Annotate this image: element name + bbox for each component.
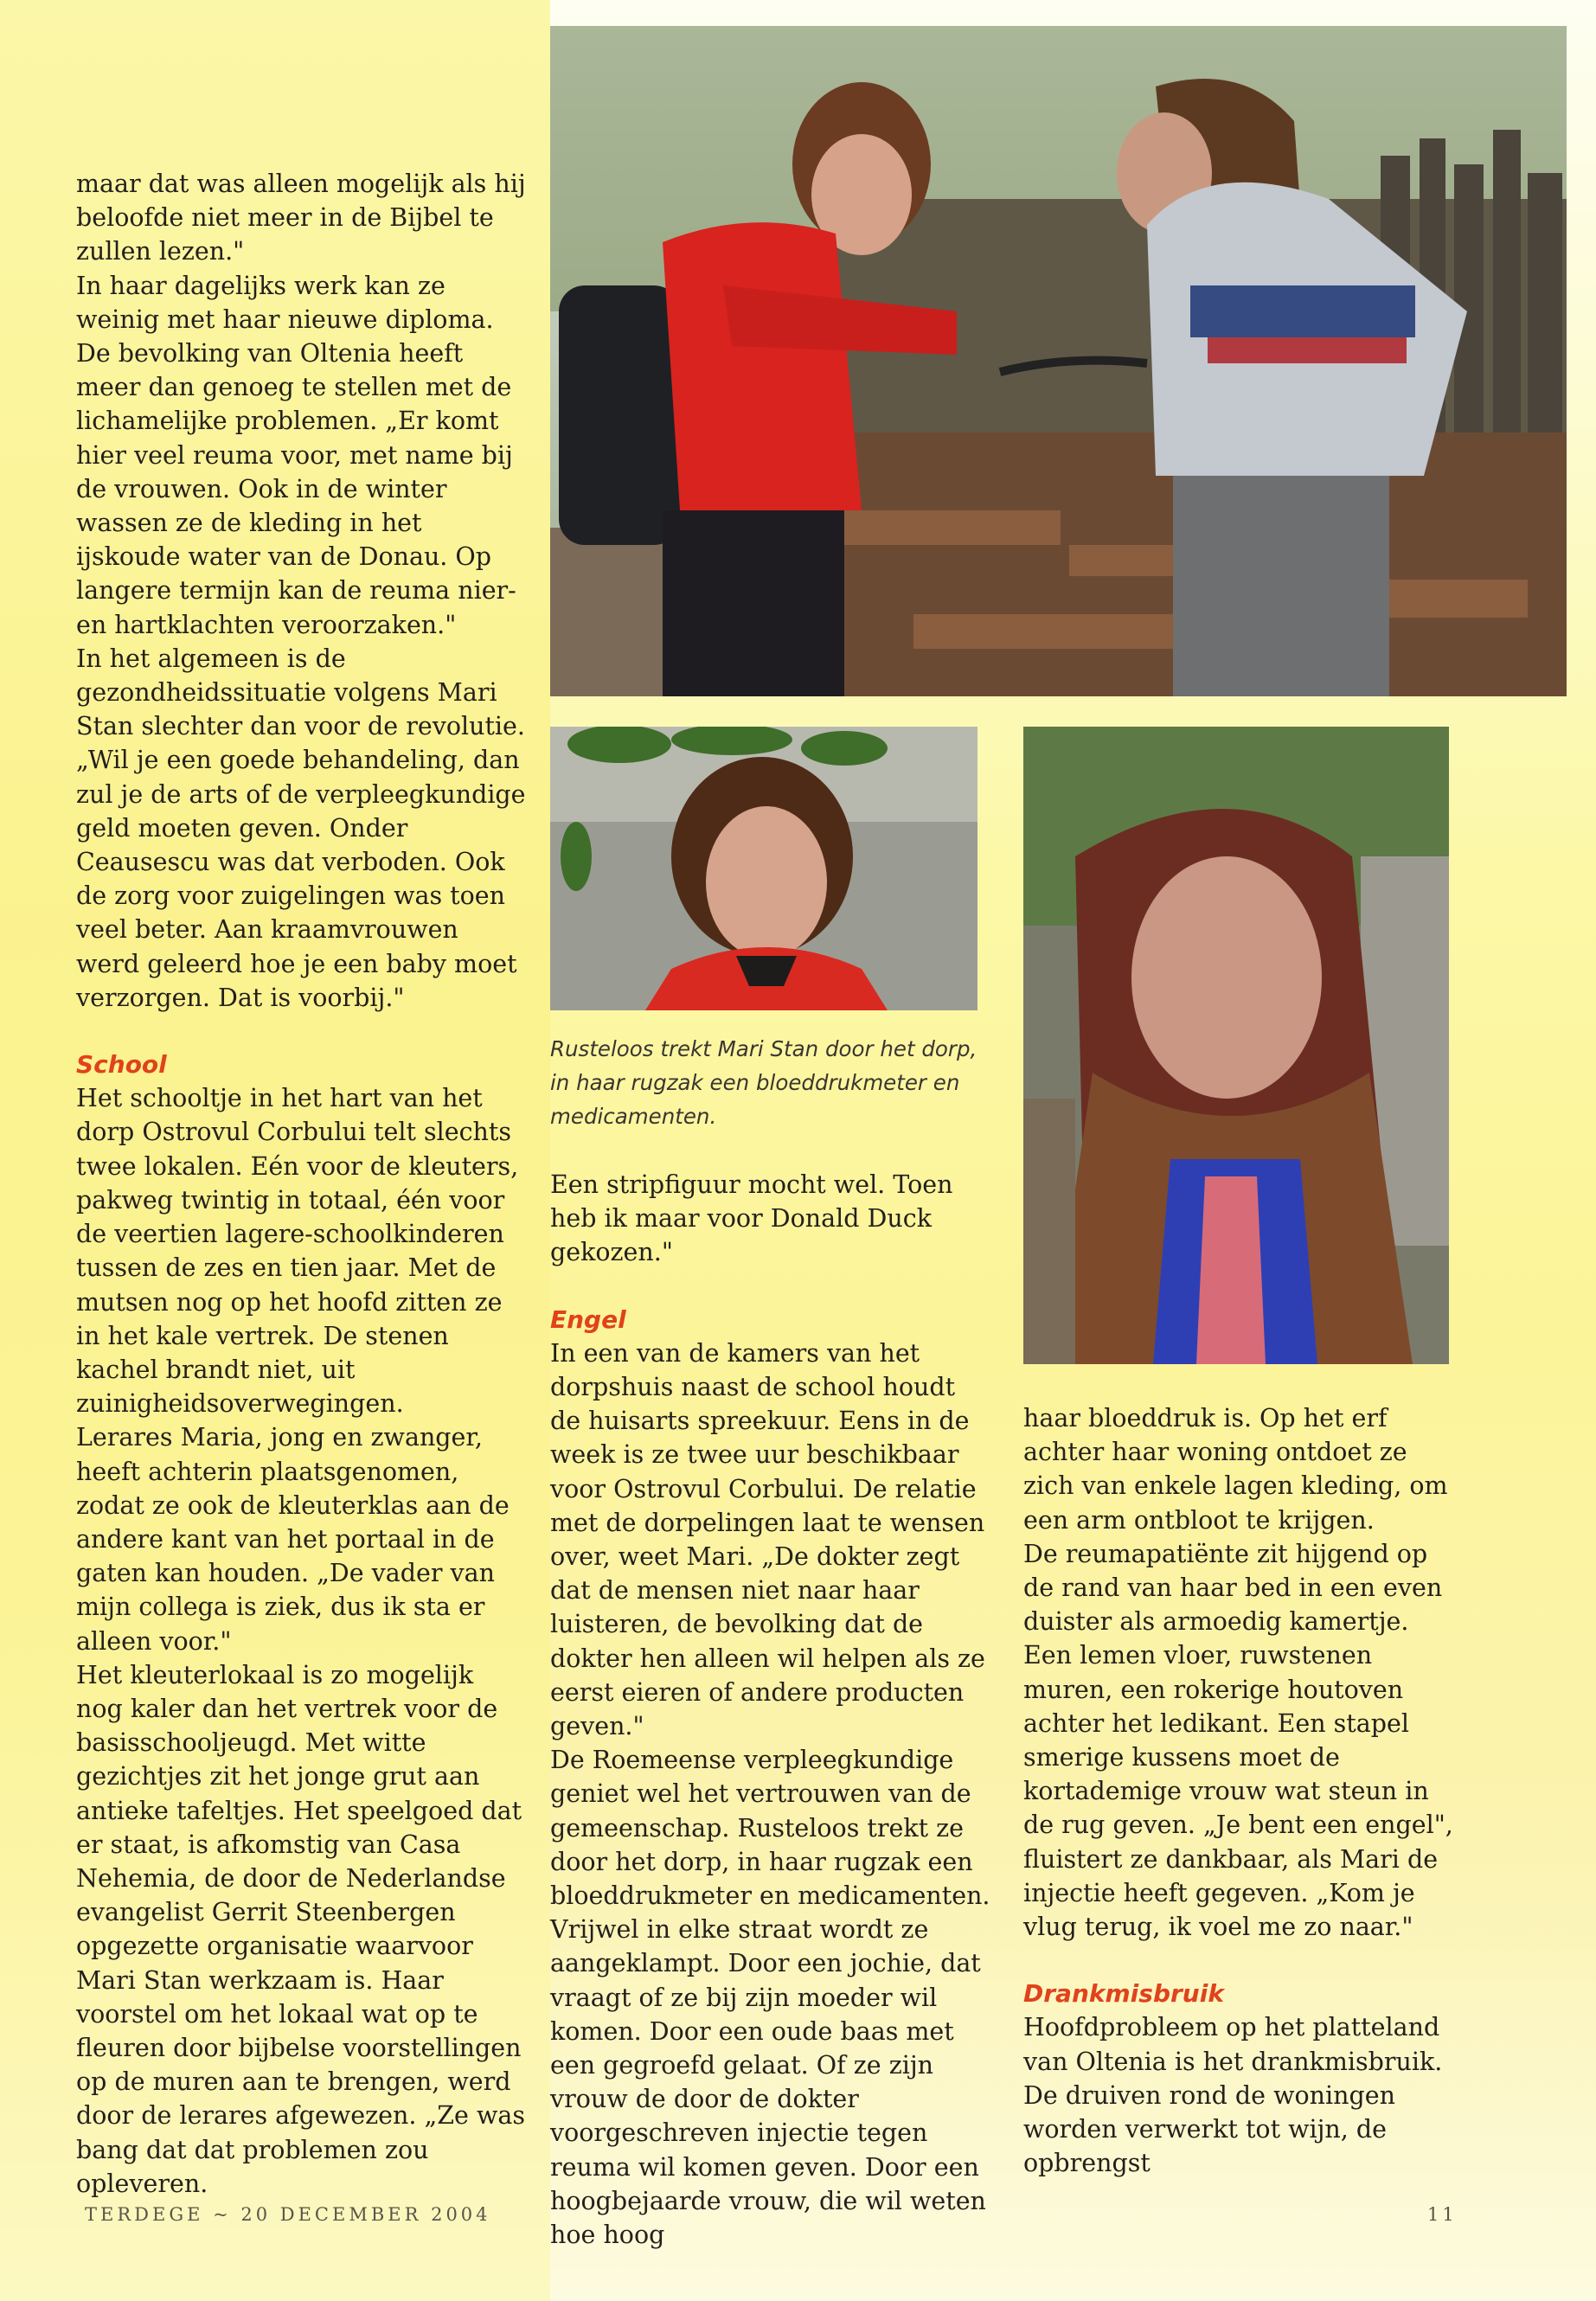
paragraph: maar dat was alleen mogelijk als hij beloofde niet meer in de Bijbel te zullen lezen."	[76, 170, 526, 266]
photo-caption: Rusteloos trekt Mari Stan door het dorp, in haar rugzak een bloeddrukmeter en medicamenten.	[550, 1036, 977, 1129]
paragraph: Het schooltje in het hart van het dorp Ostrovul Corbului telt slechts twee lokalen. Eén voor de kleuters, pakweg twintig in totaal, één voor de veertien lagere-schoolkinderen tussen de zes en tien jaar. Met de mutsen nog op het hoofd zitten ze in het kale vertrek. De stenen kachel brandt niet, uit zuinigheidsoverwegingen.	[76, 1084, 519, 1419]
photo-nurse-bloodpressure-image	[550, 26, 1567, 696]
column-middle	[550, 1168, 991, 2252]
paragraph: In een van de kamers van het dorpshuis naast de school houdt de huisarts spreekuur. Eens in de week is ze twee uur beschikbaar voor Ostrovul Corbului. De relatie met de dorpelingen laat te wensen over, weet Mari. „De dokter zegt dat de mensen niet naar haar luisteren, de bevolking dat de dokter hen alleen wil helpen als ze eerst eieren of andere producten geven."	[550, 1338, 985, 1741]
footer-magazine-date: TERDEGE ~ 20 DECEMBER 2004	[85, 2204, 491, 2225]
paragraph: Lerares Maria, jong en zwanger, heeft achterin plaatsgenomen, zodat ze ook de kleuterklas aan de andere kant van het portaal in de gaten kan houden. „De vader van mijn collega is ziek, dus ik sta er alleen voor."	[76, 1423, 510, 1656]
photo-nurse-bloodpressure	[550, 26, 1567, 696]
paragraph: In haar dagelijks werk kan ze weinig met haar nieuwe diploma. De bevolking van Oltenia heeft meer dan genoeg te stellen met de lichamelijke problemen. „Er komt hier veel reuma voor, met name bij de vrouwen. Ook in de winter wassen ze de kleding in het ijskoude water van de Donau. Op langere termijn kan de reuma nier- en hartklachten veroorzaken."	[76, 271, 516, 639]
column-left	[76, 167, 526, 2201]
section-heading-drankmisbruik: Drankmisbruik	[1023, 1979, 1224, 2009]
paragraph: haar bloeddruk is. Op het erf achter haar woning ontdoet ze zich van enkele lagen kleding, om een arm ontbloot te krijgen.	[1023, 1404, 1448, 1535]
photo-old-woman-portrait-image	[1023, 727, 1449, 1364]
section-heading-school: School	[76, 1050, 167, 1080]
paragraph: In het algemeen is de gezondheidssituatie volgens Mari Stan slechter dan voor de revolutie. „Wil je een goede behandeling, dan zul je de arts of de verpleegkundige geld moeten geven. Onder Ceausescu was dat verboden. Ook de zorg voor zuigelingen was toen veel beter. Aan kraamvrouwen werd geleerd hoe je een baby moet verzorgen. Dat is voorbij."	[76, 644, 526, 1012]
column-right	[1023, 1401, 1456, 2180]
photo-nurse-portrait-image	[550, 727, 977, 1010]
footer-page-number: 11	[1427, 2204, 1458, 2225]
section-heading-engel: Engel	[550, 1304, 626, 1334]
photo-old-woman-portrait	[1023, 727, 1449, 1364]
paragraph: Hoofdprobleem op het platteland van Oltenia is het drankmisbruik. De druiven rond de woningen worden verwerkt tot wijn, de opbrengst	[1023, 2013, 1443, 2178]
photo-nurse-portrait	[550, 727, 977, 1010]
paragraph: Het kleuterlokaal is zo mogelijk nog kaler dan het vertrek voor de basisschooljeugd. Met witte gezichtjes zit het jonge grut aan antieke tafeltjes. Het speelgoed dat er staat, is afkomstig van Casa Nehemia, de door de Nederlandse evangelist Gerrit Steenbergen opgezette organisatie waarvoor Mari Stan werkzaam is. Haar voorstel om het lokaal wat op te fleuren door bijbelse voorstellingen op de muren aan te brengen, werd door de lerares afgewezen. „Ze was bang dat dat problemen zou opleveren.	[76, 1660, 525, 2198]
paragraph: De reumapatiënte zit hijgend op de rand van haar bed in een even duister als armoedig kamertje. Een lemen vloer, ruwstenen muren, een rokerige houtoven achter het ledikant. Een stapel smerige kussens moet de kortademige vrouw wat steun in de rug geven. „Je bent een engel", fluistert ze dankbaar, als Mari de injectie heeft gegeven. „Kom je vlug terug, ik voel me zo naar."	[1023, 1539, 1453, 1942]
paragraph: De Roemeense verpleegkundige geniet wel het vertrouwen van de gemeenschap. Rusteloos trekt ze door het dorp, in haar rugzak een bloeddrukmeter en medicamenten. Vrijwel in elke straat wordt ze aangeklampt. Door een jochie, dat vraagt of ze bij zijn moeder wil komen. Door een oude baas met een gegroefd gelaat. Of ze zijn vrouw de door de dokter voorgeschreven injectie tegen reuma wil komen geven. Door een hoogbejaarde vrouw, die wil weten hoe hoog	[550, 1746, 990, 2250]
paragraph: Een stripfiguur mocht wel. Toen heb ik maar voor Donald Duck gekozen."	[550, 1170, 953, 1267]
